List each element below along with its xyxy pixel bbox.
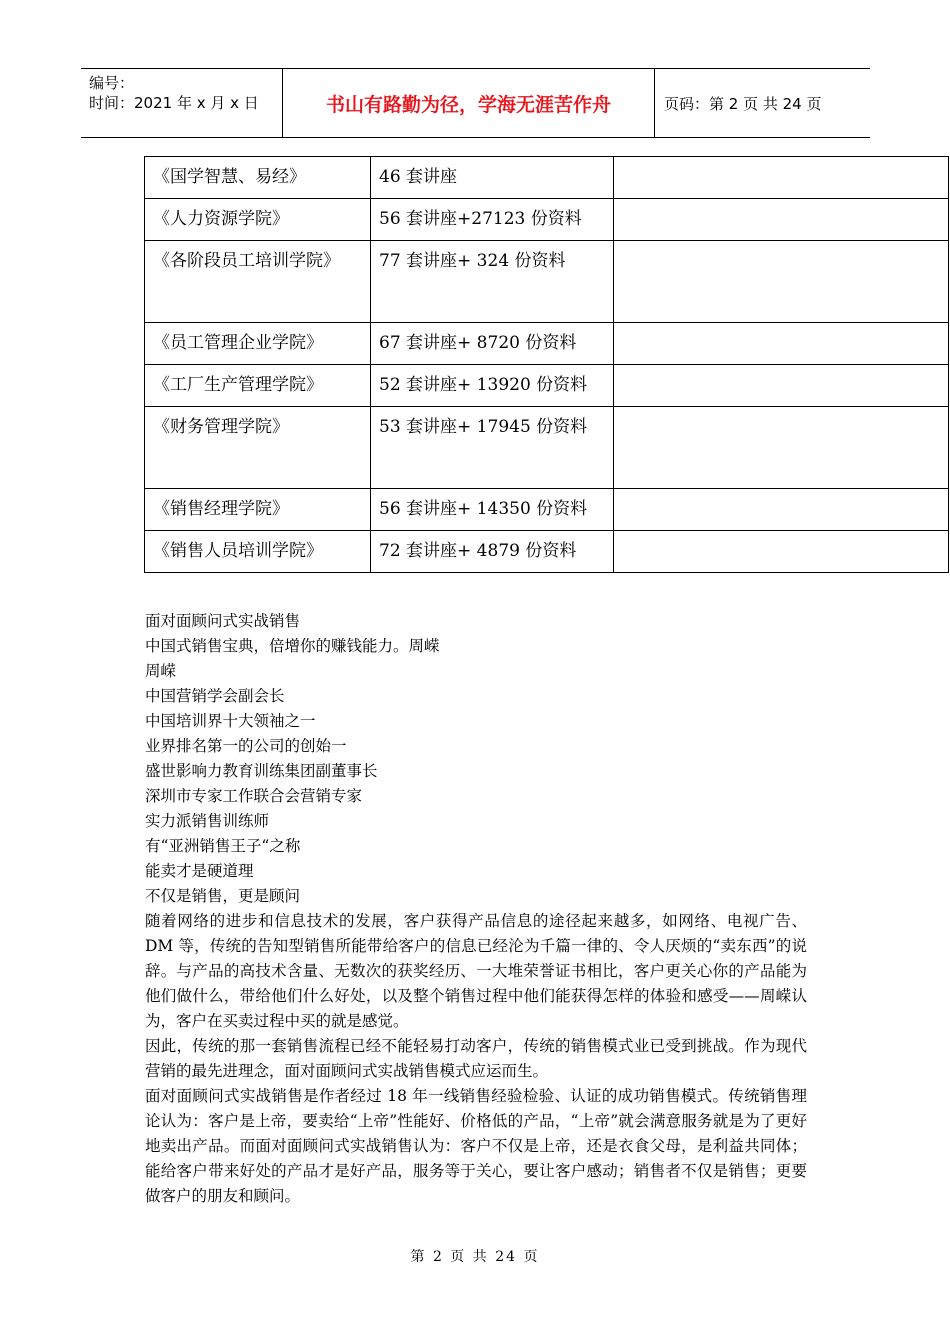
course-content: 56 套讲座+ 14350 份资料 [371,489,614,531]
text-line: 面对面顾问式实战销售 [145,612,301,630]
body-text [145,609,807,1209]
table-row [145,323,949,365]
page-footer: 第 2 页 共 24 页 [410,1249,540,1265]
empty-cell [614,157,949,199]
table-row [145,241,949,323]
text-line: 业界排名第一的公司的创始一 [145,737,347,755]
table-row [145,365,949,407]
empty-cell [614,489,949,531]
course-name: 《销售经理学院》 [145,489,371,531]
paragraph: 因此，传统的那一套销售流程已经不能轻易打动客户，传统的销售模式业已受到挑战。作为现代营销的最先进理念，面对面顾问式实战销售模式应运而生。 [145,1037,807,1080]
table-row [145,407,949,489]
paragraph: 随着网络的进步和信息技术的发展，客户获得产品信息的途径起来越多，如网络、电视广告、DM 等，传统的告知型销售所能带给客户的信息已经沦为千篇一律的、令人厌烦的“卖东西”的说辞。与产品的高技术含量、无数次的获奖经历、一大堆荣誉证书相比，客户更关心你的产品能为他们做什么，带给他们什么好处，以及整个销售过程中他们能获得怎样的体验和感受——周嵘认为，客户在买卖过程中买的就是感觉。 [145,912,807,1030]
text-line: 有“亚洲销售王子“之称 [145,837,301,855]
course-name: 《工厂生产管理学院》 [145,365,371,407]
course-content: 56 套讲座+27123 份资料 [371,199,614,241]
header-meta [89,73,279,113]
empty-cell [614,365,949,407]
course-name: 《人力资源学院》 [145,199,371,241]
text-line: 中国营销学会副会长 [145,687,285,705]
course-content: 67 套讲座+ 8720 份资料 [371,323,614,365]
course-name: 《各阶段员工培训学院》 [145,241,371,323]
course-table [144,156,949,573]
course-name: 《财务管理学院》 [145,407,371,489]
empty-cell [614,323,949,365]
text-line: 实力派销售训练师 [145,812,270,830]
text-line: 盛世影响力教育训练集团副董事长 [145,762,378,780]
course-content: 72 套讲座+ 4879 份资料 [371,531,614,573]
course-content: 53 套讲座+ 17945 份资料 [371,407,614,489]
table-row [145,531,949,573]
table-row [145,199,949,241]
time-label: 时间：2021 年 x 月 x 日 [89,94,259,112]
text-line: 中国式销售宝典，倍增你的赚钱能力。周嵘 [145,637,440,655]
page-header [81,68,870,138]
header-divider [654,69,655,137]
header-motto: 书山有路勤为径，学海无涯苦作舟 [325,93,611,116]
text-line: 不仅是销售，更是顾问 [145,887,301,905]
table-row [145,489,949,531]
empty-cell [614,407,949,489]
course-name: 《国学智慧、易经》 [145,157,371,199]
text-line: 中国培训界十大领袖之一 [145,712,316,730]
number-label: 编号： [89,74,135,92]
empty-cell [614,531,949,573]
course-name: 《员工管理企业学院》 [145,323,371,365]
course-content: 46 套讲座 [371,157,614,199]
empty-cell [614,241,949,323]
text-line: 深圳市专家工作联合会营销专家 [145,787,363,805]
text-line: 周嵘 [145,662,177,680]
text-line: 能卖才是硬道理 [145,862,254,880]
empty-cell [614,199,949,241]
course-name: 《销售人员培训学院》 [145,531,371,573]
table-row [145,157,949,199]
paragraph: 面对面顾问式实战销售是作者经过 18 年一线销售经验检验、认证的成功销售模式。传统销售理论认为：客户是上帝，要卖给“上帝”性能好、价格低的产品，“上帝”就会满意服务就是为了更好地卖出产品。而面对面顾问式实战销售认为：客户不仅是上帝，还是衣食父母，是利益共同体；能给客户带来好处的产品才是好产品，服务等于关心，要让客户感动；销售者不仅是销售；更要做客户的朋友和顾问。 [145,1087,807,1205]
course-content: 52 套讲座+ 13920 份资料 [371,365,614,407]
course-content: 77 套讲座+ 324 份资料 [371,241,614,323]
header-page-info: 页码：第 2 页 共 24 页 [664,95,822,113]
